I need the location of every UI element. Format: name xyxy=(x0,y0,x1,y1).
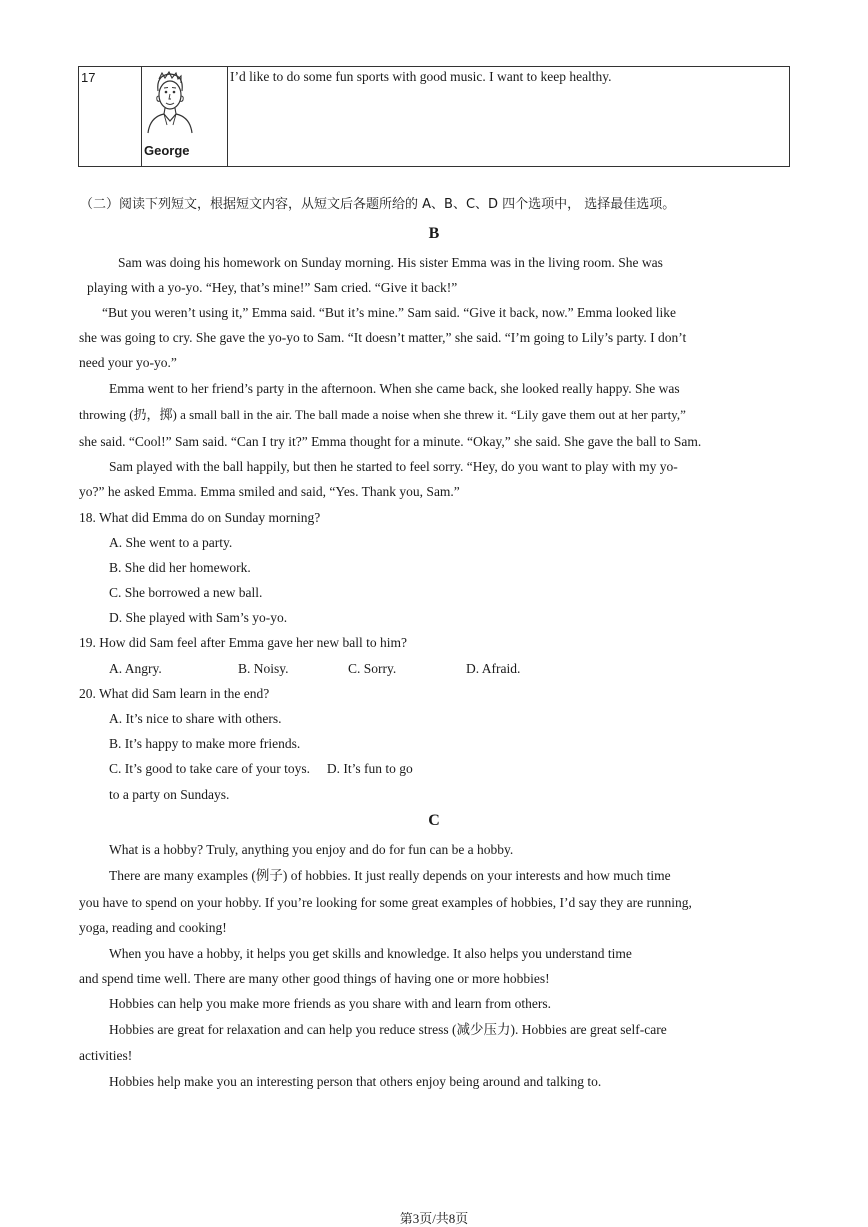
question-20-option-b: B. It’s happy to make more friends. xyxy=(109,736,301,751)
passage-b-line: yo?” he asked Emma. Emma smiled and said, “Yes. Thank you, Sam.” xyxy=(79,484,460,499)
question-19-option-a: A. Angry. xyxy=(109,661,162,676)
question-18-option-b: B. She did her homework. xyxy=(109,560,251,575)
question-number: 17 xyxy=(79,67,142,167)
passage-c-line: yoga, reading and cooking! xyxy=(79,920,227,935)
passage-b-line: “But you weren’t using it,” Emma said. “But it’s mine.” Sam said. “Give it back, now.” Emma looked like xyxy=(102,305,677,320)
passage-c-heading: C xyxy=(428,812,440,829)
passage-b-line: need your yo-yo.” xyxy=(79,355,177,370)
passage-c-line: activities! xyxy=(79,1048,133,1063)
passage-c-line: What is a hobby? Truly, anything you enjoy and do for fun can be a hobby. xyxy=(109,842,514,857)
passage-c-line: you have to spend on your hobby. If you’re looking for some great examples of hobbies, I’d say they are running, xyxy=(79,895,692,910)
question-19-stem: 19. How did Sam feel after Emma gave her new ball to him? xyxy=(79,635,408,650)
question-18-option-a: A. She went to a party. xyxy=(109,535,233,550)
passage-c-line: Hobbies help make you an interesting person that others enjoy being around and talking to. xyxy=(109,1074,602,1089)
passage-b-line: Sam played with the ball happily, but then he started to feel sorry. “Hey, do you want to play with my yo- xyxy=(109,459,678,474)
question-20-option-d-continued: to a party on Sundays. xyxy=(109,787,230,802)
table-row xyxy=(79,67,790,167)
passage-b-heading: B xyxy=(428,225,440,242)
passage-b-line: she was going to cry. She gave the yo-yo to Sam. “It doesn’t matter,” she said. “I’m going to Lily’s party. I don’t xyxy=(79,330,687,345)
question-18-stem: 18. What did Emma do on Sunday morning? xyxy=(79,510,321,525)
question-19-option-b: B. Noisy. xyxy=(238,661,289,676)
question-20-option-a: A. It’s nice to share with others. xyxy=(109,711,282,726)
question-18-option-d: D. She played with Sam’s yo-yo. xyxy=(109,610,288,625)
question-table xyxy=(78,66,790,167)
boy-portrait-icon xyxy=(144,69,196,135)
passage-c-line: and spend time well. There are many other good things of having one or more hobbies! xyxy=(79,971,550,986)
question-20-option-c-d: C. It’s good to take care of your toys. D. It’s fun to go xyxy=(109,761,413,776)
passage-b-line: she said. “Cool!” Sam said. “Can I try it?” Emma thought for a minute. “Okay,” she said. She gave the ball to Sam. xyxy=(79,434,702,449)
question-19-option-c: C. Sorry. xyxy=(348,661,397,676)
passage-c-line: Hobbies are great for relaxation and can help you reduce stress (减少压力). Hobbies are great self-care xyxy=(109,1022,667,1037)
passage-c-line: There are many examples (例子) of hobbies. It just really depends on your interests and how much time xyxy=(109,868,671,883)
passage-c-line: When you have a hobby, it helps you get skills and knowledge. It also helps you understand time xyxy=(109,946,632,961)
page-footer: 第3页/共8页 xyxy=(399,1211,469,1226)
passage-b-line: Sam was doing his homework on Sunday morning. His sister Emma was in the living room. She was xyxy=(118,255,663,270)
passage-b-line: Emma went to her friend’s party in the afternoon. When she came back, she looked really happy. She was xyxy=(109,381,680,396)
question-20-stem: 20. What did Sam learn in the end? xyxy=(79,686,270,701)
question-18-option-c: C. She borrowed a new ball. xyxy=(109,585,263,600)
passage-b-line: playing with a yo-yo. “Hey, that’s mine!” Sam cried. “Give it back!” xyxy=(87,280,458,295)
person-picture-cell xyxy=(142,67,228,167)
section-instruction: （二）阅读下列短文，根据短文内容，从短文后各题所给的 A、B、C、D 四个选项中， 选择最佳选项。 xyxy=(80,197,676,212)
person-name: George xyxy=(144,143,190,158)
passage-b-line: throwing (扔，掷) a small ball in the air. The ball made a noise when she threw it. “Lily gave them out at her party,” xyxy=(79,407,686,422)
question-19-option-d: D. Afraid. xyxy=(466,661,521,676)
passage-c-line: Hobbies can help you make more friends as you share with and learn from others. xyxy=(109,996,551,1011)
question-statement: I’d like to do some fun sports with good music. I want to keep healthy. xyxy=(228,67,790,167)
